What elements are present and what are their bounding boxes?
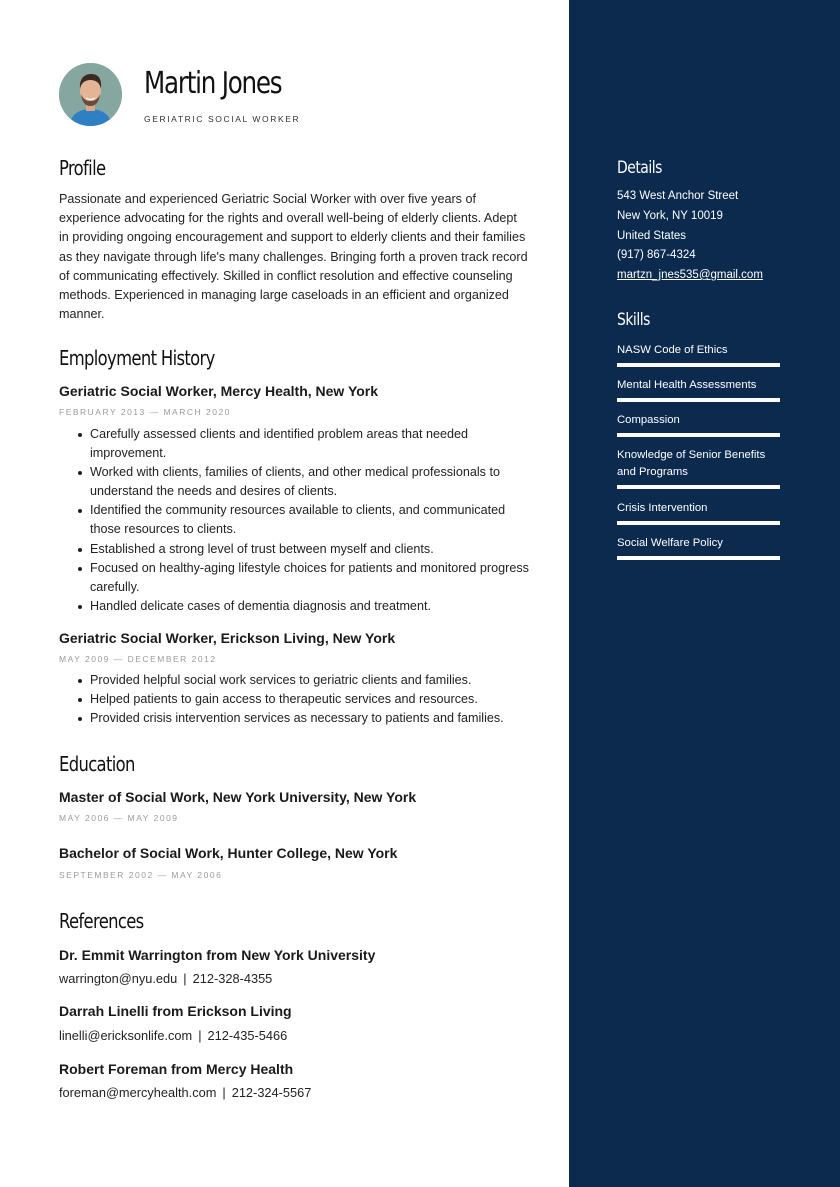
education-dates: SEPTEMBER 2002 — MAY 2006 (59, 870, 223, 880)
profile-photo-icon (59, 63, 122, 126)
avatar (59, 63, 122, 126)
job-bullet: Helped patients to gain access to therapeutic services and resources. (90, 690, 530, 709)
reference-email[interactable]: linelli@ericksonlife.com (59, 1028, 193, 1043)
skill-item (617, 342, 780, 367)
skill-item (617, 412, 780, 437)
education-heading: Education (59, 752, 135, 776)
job-title: Geriatric Social Worker, Mercy Health, New York (59, 383, 379, 399)
job-bullet: Handled delicate cases of dementia diagnosis and treatment. (90, 597, 530, 616)
job-dates: MAY 2009 — DECEMBER 2012 (59, 654, 217, 664)
skill-level-fill (617, 398, 780, 402)
reference-phone: 212-328-4355 (192, 971, 273, 986)
reference-contact (59, 1028, 287, 1043)
skill-item (617, 377, 780, 402)
skill-level-bar (617, 556, 780, 560)
job-bullet: Established a strong level of trust between myself and clients. (90, 540, 530, 559)
skill-item (617, 447, 780, 489)
reference-contact (59, 1085, 311, 1100)
skills-heading: Skills (617, 310, 650, 330)
candidate-name: Martin Jones (144, 66, 282, 101)
reference-name: Darrah Linelli from Erickson Living (59, 1003, 292, 1019)
candidate-job-title: GERIATRIC SOCIAL WORKER (144, 114, 301, 124)
skill-level-bar (617, 433, 780, 437)
separator: | (183, 971, 187, 986)
job-dates: FEBRUARY 2013 — MARCH 2020 (59, 407, 231, 417)
skill-label: Compassion (617, 414, 680, 426)
address-line-2: New York, NY 10019 (617, 210, 723, 222)
skill-label: Crisis Intervention (617, 502, 708, 514)
email-link[interactable]: martzn_jnes535@gmail.com (617, 269, 763, 281)
skill-label: Mental Health Assessments (617, 379, 757, 391)
phone-number: (917) 867-4324 (617, 249, 696, 261)
education-dates: MAY 2006 — MAY 2009 (59, 813, 179, 823)
skill-level-fill (617, 556, 780, 560)
reference-name: Dr. Emmit Warrington from New York University (59, 947, 376, 963)
skill-label: Social Welfare Policy (617, 537, 723, 549)
education-title: Bachelor of Social Work, Hunter College, New York (59, 845, 398, 861)
skill-level-fill (617, 363, 780, 367)
skill-level-bar (617, 398, 780, 402)
reference-phone: 212-324-5567 (231, 1085, 312, 1100)
sidebar (569, 0, 840, 1187)
separator: | (222, 1085, 226, 1100)
reference-contact (59, 971, 272, 986)
reference-name: Robert Foreman from Mercy Health (59, 1061, 294, 1077)
details-heading: Details (617, 158, 662, 178)
profile-summary: Passionate and experienced Geriatric Social Worker with over five years of experience advocating for the rights and overall well-being of elderly clients. Adept in providing ongoing encouragement and support to elderly clients and their families as they navigate through life's many challenges. Bringing forth a proven track record of communicating effectively. Skilled in conflict resolution and effective counseling methods. Experienced in managing large caseloads in an efficient and organized manner. (59, 192, 528, 322)
job-bullet: Provided crisis intervention services as necessary to patients and families. (90, 709, 530, 728)
skill-level-bar (617, 363, 780, 367)
skill-level-bar (617, 521, 780, 525)
job-bullet: Provided helpful social work services to geriatric clients and families. (90, 671, 530, 690)
skill-label: NASW Code of Ethics (617, 344, 728, 356)
address-line-1: 543 West Anchor Street (617, 190, 739, 202)
education-title: Master of Social Work, New York University, New York (59, 789, 417, 805)
job-title: Geriatric Social Worker, Erickson Living, New York (59, 630, 396, 646)
skill-label: Knowledge of Senior Benefits and Programs (617, 449, 766, 478)
reference-email[interactable]: warrington@nyu.edu (59, 971, 178, 986)
job-bullet: Focused on healthy-aging lifestyle choices for patients and monitored progress carefully. (90, 559, 530, 597)
job-bullets (90, 671, 530, 728)
job-bullet: Identified the community resources available to clients, and communicated those resources to clients. (90, 501, 530, 539)
reference-phone: 212-435-5466 (207, 1028, 288, 1043)
skill-item (617, 535, 780, 560)
skill-level-bar (617, 485, 780, 489)
separator: | (198, 1028, 202, 1043)
skill-level-fill (617, 485, 780, 489)
skill-level-fill (617, 433, 780, 437)
skill-level-fill (617, 521, 780, 525)
references-heading: References (59, 909, 144, 933)
job-bullet: Carefully assessed clients and identified problem areas that needed improvement. (90, 425, 530, 463)
employment-heading: Employment History (59, 346, 215, 370)
job-bullet: Worked with clients, families of clients, and other medical professionals to understand the needs and desires of clients. (90, 463, 530, 501)
address-country: United States (617, 230, 687, 242)
skill-item (617, 500, 780, 525)
reference-email[interactable]: foreman@mercyhealth.com (59, 1085, 217, 1100)
job-bullets (90, 425, 530, 616)
profile-heading: Profile (59, 156, 106, 180)
